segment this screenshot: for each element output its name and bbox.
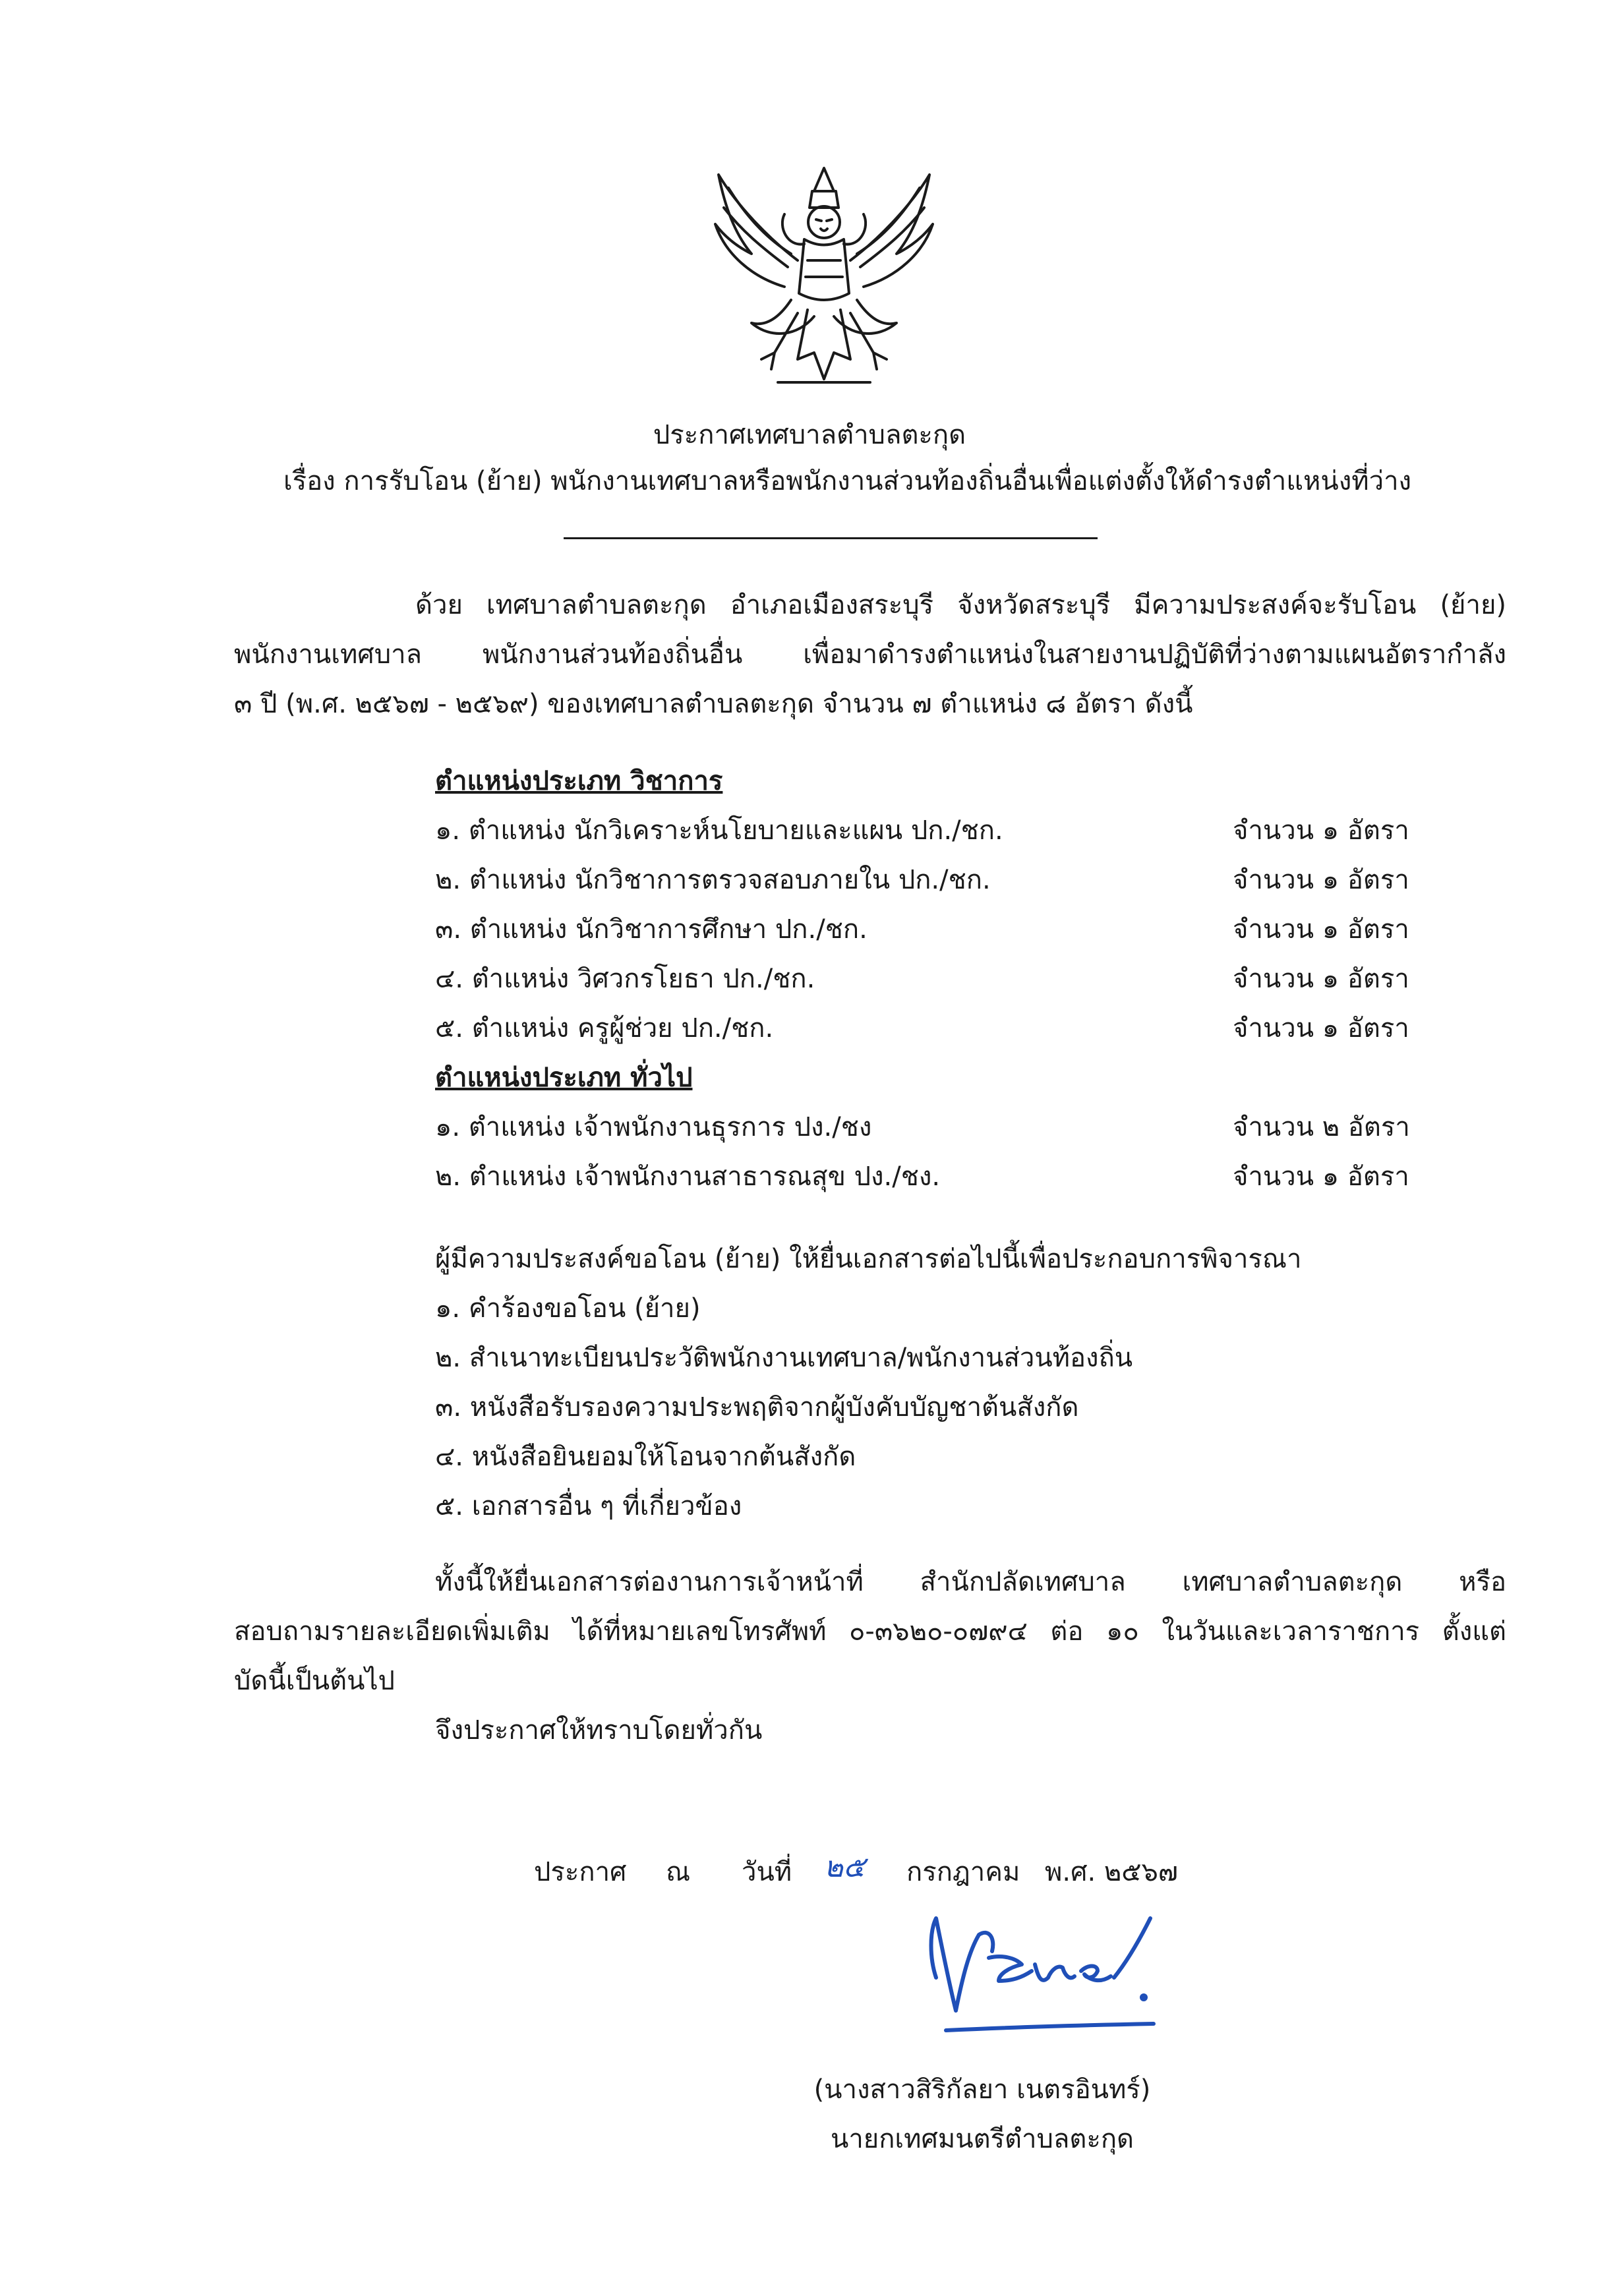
intro-line-3: ๓ ปี (พ.ศ. ๒๕๖๗ - ๒๕๖๙) ของเทศบาลตำบลตะกุด จำนวน ๗ ตำแหน่ง ๘ อัตรา ดังนี้ — [234, 689, 1193, 719]
closing-line: จึงประกาศให้ทราบโดยทั่วกัน — [435, 1715, 763, 1746]
date-at: ณ — [666, 1857, 691, 1887]
academic-heading: ตำแหน่งประเภท วิชาการ — [435, 766, 723, 796]
position-count: จำนวน ๑ อัตรา — [1233, 964, 1409, 994]
position-count: จำนวน ๑ อัตรา — [1233, 914, 1409, 945]
date-day-label: วันที่ — [742, 1857, 792, 1887]
documents-intro: ผู้มีความประสงค์ขอโอน (ย้าย) ให้ยื่นเอกสารต่อไปนี้เพื่อประกอบการพิจารณา — [435, 1244, 1302, 1274]
title-divider — [564, 537, 1098, 539]
position-item: ๑. ตำแหน่ง เจ้าพนักงานธุรการ ปง./ชง — [435, 1112, 872, 1142]
position-count: จำนวน ๑ อัตรา — [1233, 865, 1409, 895]
position-item: ๒. ตำแหน่ง นักวิชาการตรวจสอบภายใน ปก./ชก. — [435, 865, 991, 895]
garuda-emblem-icon — [699, 162, 949, 399]
contact-line-2: สอบถามรายละเอียดเพิ่มเติม ได้ที่หมายเลขโทรศัพท์ ๐-๓๖๒๐-๐๗๙๔ ต่อ ๑๐ ในวันและเวลาราชการ ตั้งแต่ — [234, 1616, 1507, 1647]
document-item: ๔. หนังสือยินยอมให้โอนจากต้นสังกัด — [435, 1442, 856, 1472]
announcement-subject: เรื่อง การรับโอน (ย้าย) พนักงานเทศบาลหรือพนักงานส่วนท้องถิ่นอื่นเพื่อแต่งตั้งให้ดำรงตำแหน่งที่ว่าง — [283, 466, 1412, 496]
signatory-position: นายกเทศมนตรีตำบลตะกุด — [830, 2124, 1134, 2154]
date-month: กรกฎาคม — [906, 1857, 1020, 1887]
general-heading: ตำแหน่งประเภท ทั่วไป — [435, 1063, 693, 1093]
position-item: ๔. ตำแหน่ง วิศวกรโยธา ปก./ชก. — [435, 964, 815, 994]
position-count: จำนวน ๑ อัตรา — [1233, 815, 1409, 846]
date-announce: ประกาศ — [534, 1857, 627, 1887]
contact-line-3: บัดนี้เป็นต้นไป — [234, 1666, 395, 1696]
intro-line-2: พนักงานเทศบาล พนักงานส่วนท้องถิ่นอื่น เพื่อมาดำรงตำแหน่งในสายงานปฏิบัติที่ว่างตามแผนอัตรากำลัง — [234, 639, 1506, 670]
signature-icon — [916, 1899, 1167, 2044]
date-year: พ.ศ. ๒๕๖๗ — [1045, 1857, 1179, 1887]
position-item: ๑. ตำแหน่ง นักวิเคราะห์นโยบายและแผน ปก./ชก. — [435, 815, 1003, 846]
position-count: จำนวน ๑ อัตรา — [1233, 1013, 1409, 1044]
document-item: ๑. คำร้องขอโอน (ย้าย) — [435, 1293, 701, 1324]
intro-line-1: ด้วย เทศบาลตำบลตะกุด อำเภอเมืองสระบุรี จังหวัดสระบุรี มีความประสงค์จะรับโอน (ย้าย) — [415, 590, 1506, 620]
position-item: ๒. ตำแหน่ง เจ้าพนักงานสาธารณสุข ปง./ชง. — [435, 1162, 941, 1192]
document-item: ๒. สำเนาทะเบียนประวัติพนักงานเทศบาล/พนักงานส่วนท้องถิ่น — [435, 1343, 1133, 1373]
date-day: ๒๕ — [824, 1850, 866, 1884]
contact-line-1: ทั้งนี้ให้ยื่นเอกสารต่องานการเจ้าหน้าที่ สำนักปลัดเทศบาล เทศบาลตำบลตะกุด หรือ — [435, 1567, 1506, 1597]
signatory-name: (นางสาวสิริกัลยา เนตรอินทร์) — [813, 2075, 1151, 2105]
document-item: ๓. หนังสือรับรองความประพฤติจากผู้บังคับบัญชาต้นสังกัด — [435, 1392, 1079, 1423]
position-count: จำนวน ๑ อัตรา — [1233, 1162, 1409, 1192]
position-item: ๓. ตำแหน่ง นักวิชาการศึกษา ปก./ชก. — [435, 914, 868, 945]
position-item: ๕. ตำแหน่ง ครูผู้ช่วย ปก./ชก. — [435, 1013, 774, 1044]
document-item: ๕. เอกสารอื่น ๆ ที่เกี่ยวข้อง — [435, 1491, 742, 1521]
announcement-title: ประกาศเทศบาลตำบลตะกุด — [653, 420, 966, 450]
position-count: จำนวน ๒ อัตรา — [1233, 1112, 1410, 1142]
